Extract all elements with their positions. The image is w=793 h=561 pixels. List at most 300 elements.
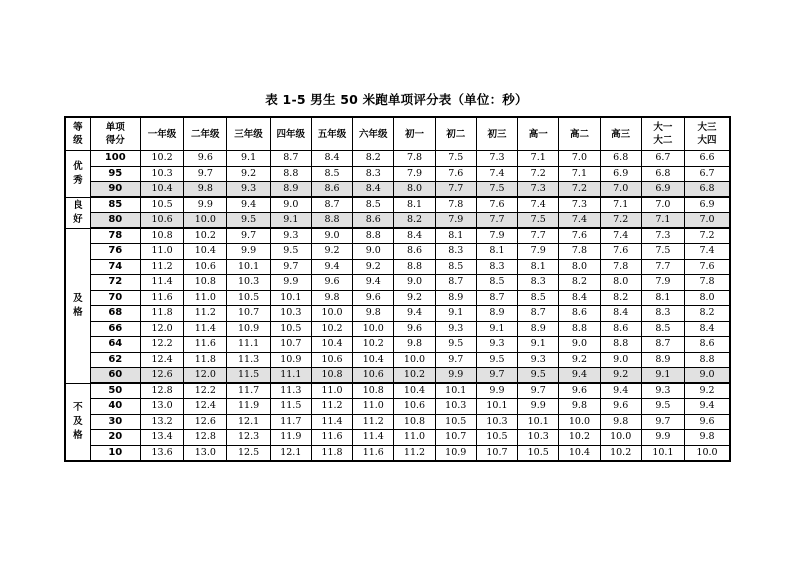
score-table <box>64 116 731 462</box>
time-cell: 9.9 <box>270 275 311 291</box>
time-cell: 9.8 <box>559 399 600 415</box>
header-grade-line: 初二 <box>446 128 466 140</box>
time-cell: 10.0 <box>600 430 641 446</box>
time-cell: 9.4 <box>394 306 435 322</box>
time-cell: 10.5 <box>270 321 311 337</box>
time-cell: 9.9 <box>476 383 517 399</box>
time-cell: 13.0 <box>140 399 183 415</box>
time-cell: 11.0 <box>184 290 227 306</box>
time-cell: 11.1 <box>270 368 311 384</box>
time-cell: 7.4 <box>685 244 730 260</box>
time-cell: 10.8 <box>311 368 352 384</box>
time-cell: 9.4 <box>685 399 730 415</box>
time-cell: 10.8 <box>140 228 183 244</box>
time-cell: 9.1 <box>476 321 517 337</box>
time-cell: 9.2 <box>600 368 641 384</box>
time-cell: 11.4 <box>184 321 227 337</box>
time-cell: 8.4 <box>685 321 730 337</box>
time-cell: 10.7 <box>270 337 311 353</box>
time-cell: 10.0 <box>184 213 227 229</box>
time-cell: 9.1 <box>435 306 476 322</box>
header-score-line: 单项 <box>105 122 125 133</box>
time-cell: 9.5 <box>270 244 311 260</box>
time-cell: 11.3 <box>227 352 270 368</box>
time-cell: 9.6 <box>353 290 394 306</box>
time-cell: 7.8 <box>435 197 476 213</box>
time-cell: 7.3 <box>641 228 684 244</box>
time-cell: 7.8 <box>685 275 730 291</box>
time-cell: 8.7 <box>476 290 517 306</box>
table-row <box>65 383 730 399</box>
time-cell: 12.8 <box>184 430 227 446</box>
time-cell: 10.6 <box>311 352 352 368</box>
time-cell: 7.0 <box>685 213 730 229</box>
time-cell: 8.3 <box>518 275 559 291</box>
time-cell: 8.6 <box>394 244 435 260</box>
time-cell: 7.5 <box>476 182 517 198</box>
time-cell: 10.4 <box>140 182 183 198</box>
level-cell <box>65 151 90 198</box>
time-cell: 12.0 <box>140 321 183 337</box>
time-cell: 8.6 <box>353 213 394 229</box>
time-cell: 7.6 <box>685 259 730 275</box>
time-cell: 9.7 <box>270 259 311 275</box>
time-cell: 11.5 <box>270 399 311 415</box>
time-cell: 10.5 <box>227 290 270 306</box>
time-cell: 7.9 <box>518 244 559 260</box>
time-cell: 9.5 <box>476 352 517 368</box>
time-cell: 10.8 <box>394 414 435 430</box>
time-cell: 6.9 <box>600 166 641 182</box>
time-cell: 7.0 <box>600 182 641 198</box>
time-cell: 8.1 <box>641 290 684 306</box>
time-cell: 9.9 <box>518 399 559 415</box>
time-cell: 10.6 <box>353 368 394 384</box>
header-grade <box>518 117 559 151</box>
score-cell: 72 <box>90 275 140 291</box>
time-cell: 10.4 <box>353 352 394 368</box>
time-cell: 10.8 <box>184 275 227 291</box>
table-row <box>65 414 730 430</box>
header-grade <box>685 117 730 151</box>
table-row <box>65 321 730 337</box>
level-char: 好 <box>73 213 83 225</box>
header-grade-line: 高三 <box>611 128 631 140</box>
time-cell: 11.2 <box>184 306 227 322</box>
header-grade <box>353 117 394 151</box>
time-cell: 10.5 <box>435 414 476 430</box>
time-cell: 7.3 <box>476 151 517 167</box>
header-grade <box>600 117 641 151</box>
time-cell: 11.8 <box>184 352 227 368</box>
score-cell: 80 <box>90 213 140 229</box>
time-cell: 8.7 <box>311 197 352 213</box>
time-cell: 8.9 <box>435 290 476 306</box>
time-cell: 7.4 <box>476 166 517 182</box>
time-cell: 8.8 <box>311 213 352 229</box>
time-cell: 11.2 <box>311 399 352 415</box>
time-cell: 8.0 <box>685 290 730 306</box>
time-cell: 10.2 <box>184 228 227 244</box>
table-row <box>65 399 730 415</box>
time-cell: 8.9 <box>518 321 559 337</box>
table-row <box>65 306 730 322</box>
time-cell: 10.1 <box>641 445 684 461</box>
time-cell: 7.9 <box>435 213 476 229</box>
time-cell: 10.9 <box>227 321 270 337</box>
time-cell: 10.0 <box>685 445 730 461</box>
time-cell: 9.9 <box>227 244 270 260</box>
time-cell: 8.1 <box>476 244 517 260</box>
header-grade-line: 高一 <box>528 128 548 140</box>
time-cell: 11.4 <box>311 414 352 430</box>
level-char: 优 <box>73 160 83 172</box>
time-cell: 9.0 <box>311 228 352 244</box>
time-cell: 9.5 <box>227 213 270 229</box>
table-row <box>65 213 730 229</box>
time-cell: 8.4 <box>353 182 394 198</box>
time-cell: 7.1 <box>641 213 684 229</box>
header-grade-line: 六年级 <box>359 128 388 140</box>
time-cell: 7.0 <box>559 151 600 167</box>
time-cell: 7.5 <box>435 151 476 167</box>
score-cell: 78 <box>90 228 140 244</box>
time-cell: 11.2 <box>353 414 394 430</box>
time-cell: 7.6 <box>600 244 641 260</box>
header-level-line: 级 <box>73 135 83 146</box>
time-cell: 10.4 <box>394 383 435 399</box>
table-row <box>65 244 730 260</box>
time-cell: 10.4 <box>559 445 600 461</box>
time-cell: 9.1 <box>227 151 270 167</box>
time-cell: 9.2 <box>353 259 394 275</box>
time-cell: 8.0 <box>394 182 435 198</box>
time-cell: 8.7 <box>270 151 311 167</box>
time-cell: 11.3 <box>270 383 311 399</box>
time-cell: 9.7 <box>184 166 227 182</box>
time-cell: 9.4 <box>559 368 600 384</box>
header-grade <box>394 117 435 151</box>
time-cell: 8.2 <box>559 275 600 291</box>
score-cell: 62 <box>90 352 140 368</box>
score-cell: 95 <box>90 166 140 182</box>
score-cell: 40 <box>90 399 140 415</box>
time-cell: 8.8 <box>685 352 730 368</box>
time-cell: 10.2 <box>311 321 352 337</box>
header-grade-line: 二年级 <box>191 128 220 140</box>
time-cell: 13.6 <box>140 445 183 461</box>
time-cell: 9.0 <box>394 275 435 291</box>
level-char: 及 <box>73 292 83 304</box>
level-cell <box>65 228 90 383</box>
time-cell: 8.7 <box>518 306 559 322</box>
time-cell: 6.6 <box>685 151 730 167</box>
time-cell: 10.4 <box>311 337 352 353</box>
time-cell: 8.3 <box>353 166 394 182</box>
time-cell: 9.0 <box>353 244 394 260</box>
header-score-line: 得分 <box>105 135 125 146</box>
time-cell: 10.2 <box>353 337 394 353</box>
time-cell: 10.7 <box>476 445 517 461</box>
time-cell: 8.5 <box>641 321 684 337</box>
time-cell: 8.6 <box>559 306 600 322</box>
time-cell: 9.8 <box>600 414 641 430</box>
time-cell: 8.5 <box>518 290 559 306</box>
time-cell: 7.5 <box>518 213 559 229</box>
time-cell: 7.6 <box>559 228 600 244</box>
header-grade <box>270 117 311 151</box>
time-cell: 13.0 <box>184 445 227 461</box>
table-row <box>65 337 730 353</box>
time-cell: 8.9 <box>476 306 517 322</box>
time-cell: 13.2 <box>140 414 183 430</box>
score-cell: 30 <box>90 414 140 430</box>
time-cell: 9.2 <box>394 290 435 306</box>
header-grade-line: 大三 <box>697 122 717 133</box>
time-cell: 10.0 <box>311 306 352 322</box>
time-cell: 10.1 <box>270 290 311 306</box>
time-cell: 8.4 <box>600 306 641 322</box>
table-body <box>65 151 730 461</box>
header-grade-line: 初三 <box>487 128 507 140</box>
time-cell: 10.6 <box>184 259 227 275</box>
header-grade <box>227 117 270 151</box>
time-cell: 11.6 <box>184 337 227 353</box>
time-cell: 7.8 <box>559 244 600 260</box>
header-grade <box>476 117 517 151</box>
score-cell: 20 <box>90 430 140 446</box>
time-cell: 12.2 <box>184 383 227 399</box>
time-cell: 8.8 <box>270 166 311 182</box>
time-cell: 9.1 <box>518 337 559 353</box>
time-cell: 6.8 <box>685 182 730 198</box>
time-cell: 11.7 <box>270 414 311 430</box>
time-cell: 11.2 <box>140 259 183 275</box>
time-cell: 11.6 <box>311 430 352 446</box>
level-char: 格 <box>73 306 83 318</box>
time-cell: 8.4 <box>394 228 435 244</box>
time-cell: 7.8 <box>394 151 435 167</box>
score-cell: 85 <box>90 197 140 213</box>
time-cell: 9.3 <box>641 383 684 399</box>
time-cell: 9.4 <box>227 197 270 213</box>
time-cell: 10.1 <box>227 259 270 275</box>
time-cell: 7.0 <box>641 197 684 213</box>
time-cell: 10.3 <box>518 430 559 446</box>
time-cell: 10.3 <box>270 306 311 322</box>
time-cell: 7.2 <box>600 213 641 229</box>
time-cell: 8.1 <box>435 228 476 244</box>
time-cell: 10.1 <box>518 414 559 430</box>
header-grade-line: 初一 <box>405 128 425 140</box>
level-cell <box>65 197 90 228</box>
table-row <box>65 166 730 182</box>
header-grade <box>184 117 227 151</box>
time-cell: 9.2 <box>227 166 270 182</box>
header-grade-line: 四年级 <box>276 128 306 140</box>
time-cell: 8.6 <box>685 337 730 353</box>
header-grade <box>641 117 684 151</box>
time-cell: 9.2 <box>685 383 730 399</box>
time-cell: 9.7 <box>641 414 684 430</box>
time-cell: 9.6 <box>184 151 227 167</box>
time-cell: 7.9 <box>641 275 684 291</box>
time-cell: 13.4 <box>140 430 183 446</box>
time-cell: 11.4 <box>140 275 183 291</box>
time-cell: 9.9 <box>184 197 227 213</box>
time-cell: 12.4 <box>184 399 227 415</box>
time-cell: 7.6 <box>435 166 476 182</box>
time-cell: 11.9 <box>270 430 311 446</box>
time-cell: 9.8 <box>184 182 227 198</box>
time-cell: 10.5 <box>518 445 559 461</box>
time-cell: 8.6 <box>600 321 641 337</box>
time-cell: 6.8 <box>600 151 641 167</box>
time-cell: 8.5 <box>435 259 476 275</box>
time-cell: 9.3 <box>476 337 517 353</box>
header-grade-line: 高二 <box>569 128 589 140</box>
time-cell: 12.4 <box>140 352 183 368</box>
time-cell: 9.6 <box>394 321 435 337</box>
table-row <box>65 182 730 198</box>
time-cell: 9.2 <box>559 352 600 368</box>
time-cell: 10.3 <box>435 399 476 415</box>
time-cell: 9.6 <box>559 383 600 399</box>
time-cell: 11.2 <box>394 445 435 461</box>
time-cell: 6.9 <box>685 197 730 213</box>
time-cell: 8.3 <box>476 259 517 275</box>
time-cell: 6.7 <box>641 151 684 167</box>
time-cell: 10.9 <box>435 445 476 461</box>
level-char: 秀 <box>73 174 83 186</box>
time-cell: 10.6 <box>140 213 183 229</box>
time-cell: 7.1 <box>559 166 600 182</box>
header-grade <box>435 117 476 151</box>
time-cell: 9.6 <box>600 399 641 415</box>
time-cell: 9.5 <box>435 337 476 353</box>
score-cell: 60 <box>90 368 140 384</box>
time-cell: 9.7 <box>476 368 517 384</box>
time-cell: 10.0 <box>559 414 600 430</box>
time-cell: 9.4 <box>353 275 394 291</box>
time-cell: 11.6 <box>353 445 394 461</box>
time-cell: 11.6 <box>140 290 183 306</box>
time-cell: 9.2 <box>311 244 352 260</box>
time-cell: 8.4 <box>311 151 352 167</box>
header-grade-line: 三年级 <box>234 128 263 140</box>
level-char: 不 <box>73 401 83 413</box>
header-grade-line: 一年级 <box>147 128 177 140</box>
time-cell: 11.1 <box>227 337 270 353</box>
time-cell: 7.8 <box>600 259 641 275</box>
header-grade <box>140 117 183 151</box>
time-cell: 7.3 <box>559 197 600 213</box>
time-cell: 12.1 <box>227 414 270 430</box>
time-cell: 9.7 <box>518 383 559 399</box>
time-cell: 7.1 <box>518 151 559 167</box>
level-char: 良 <box>73 199 83 211</box>
time-cell: 9.9 <box>435 368 476 384</box>
header-grade-line: 五年级 <box>317 128 347 140</box>
level-char: 及 <box>73 415 83 427</box>
time-cell: 7.7 <box>476 213 517 229</box>
time-cell: 10.7 <box>435 430 476 446</box>
time-cell: 9.5 <box>518 368 559 384</box>
time-cell: 8.3 <box>435 244 476 260</box>
time-cell: 8.4 <box>559 290 600 306</box>
time-cell: 9.6 <box>685 414 730 430</box>
time-cell: 11.9 <box>227 399 270 415</box>
time-cell: 12.1 <box>270 445 311 461</box>
time-cell: 8.2 <box>600 290 641 306</box>
time-cell: 9.1 <box>270 213 311 229</box>
time-cell: 12.6 <box>140 368 183 384</box>
time-cell: 9.0 <box>685 368 730 384</box>
time-cell: 9.0 <box>270 197 311 213</box>
time-cell: 12.5 <box>227 445 270 461</box>
table-header <box>65 117 730 151</box>
time-cell: 6.7 <box>685 166 730 182</box>
table-row <box>65 275 730 291</box>
time-cell: 9.8 <box>685 430 730 446</box>
time-cell: 7.6 <box>476 197 517 213</box>
time-cell: 8.5 <box>311 166 352 182</box>
time-cell: 7.1 <box>600 197 641 213</box>
time-cell: 9.3 <box>227 182 270 198</box>
level-cell <box>65 383 90 461</box>
time-cell: 8.2 <box>353 151 394 167</box>
time-cell: 11.8 <box>140 306 183 322</box>
time-cell: 10.3 <box>476 414 517 430</box>
time-cell: 9.6 <box>311 275 352 291</box>
time-cell: 8.9 <box>270 182 311 198</box>
time-cell: 8.2 <box>394 213 435 229</box>
table-title: 表 1-5 男生 50 米跑单项评分表（单位：秒） <box>265 92 528 107</box>
time-cell: 8.5 <box>476 275 517 291</box>
time-cell: 8.9 <box>641 352 684 368</box>
time-cell: 9.4 <box>600 383 641 399</box>
time-cell: 8.3 <box>641 306 684 322</box>
header-grade-line: 大一 <box>653 122 673 133</box>
time-cell: 8.1 <box>518 259 559 275</box>
time-cell: 7.9 <box>394 166 435 182</box>
score-cell: 100 <box>90 151 140 167</box>
time-cell: 10.3 <box>227 275 270 291</box>
time-cell: 8.0 <box>600 275 641 291</box>
time-cell: 9.5 <box>641 399 684 415</box>
time-cell: 10.4 <box>184 244 227 260</box>
time-cell: 9.8 <box>311 290 352 306</box>
time-cell: 11.0 <box>140 244 183 260</box>
time-cell: 8.8 <box>353 228 394 244</box>
time-cell: 8.1 <box>394 197 435 213</box>
time-cell: 9.0 <box>559 337 600 353</box>
score-cell: 70 <box>90 290 140 306</box>
time-cell: 12.2 <box>140 337 183 353</box>
time-cell: 9.3 <box>518 352 559 368</box>
time-cell: 8.2 <box>685 306 730 322</box>
time-cell: 6.9 <box>641 182 684 198</box>
header-level <box>65 117 90 151</box>
table-row <box>65 290 730 306</box>
time-cell: 8.8 <box>600 337 641 353</box>
time-cell: 9.8 <box>353 306 394 322</box>
time-cell: 8.6 <box>311 182 352 198</box>
score-cell: 90 <box>90 182 140 198</box>
time-cell: 7.7 <box>518 228 559 244</box>
table-row <box>65 197 730 213</box>
time-cell: 8.8 <box>394 259 435 275</box>
